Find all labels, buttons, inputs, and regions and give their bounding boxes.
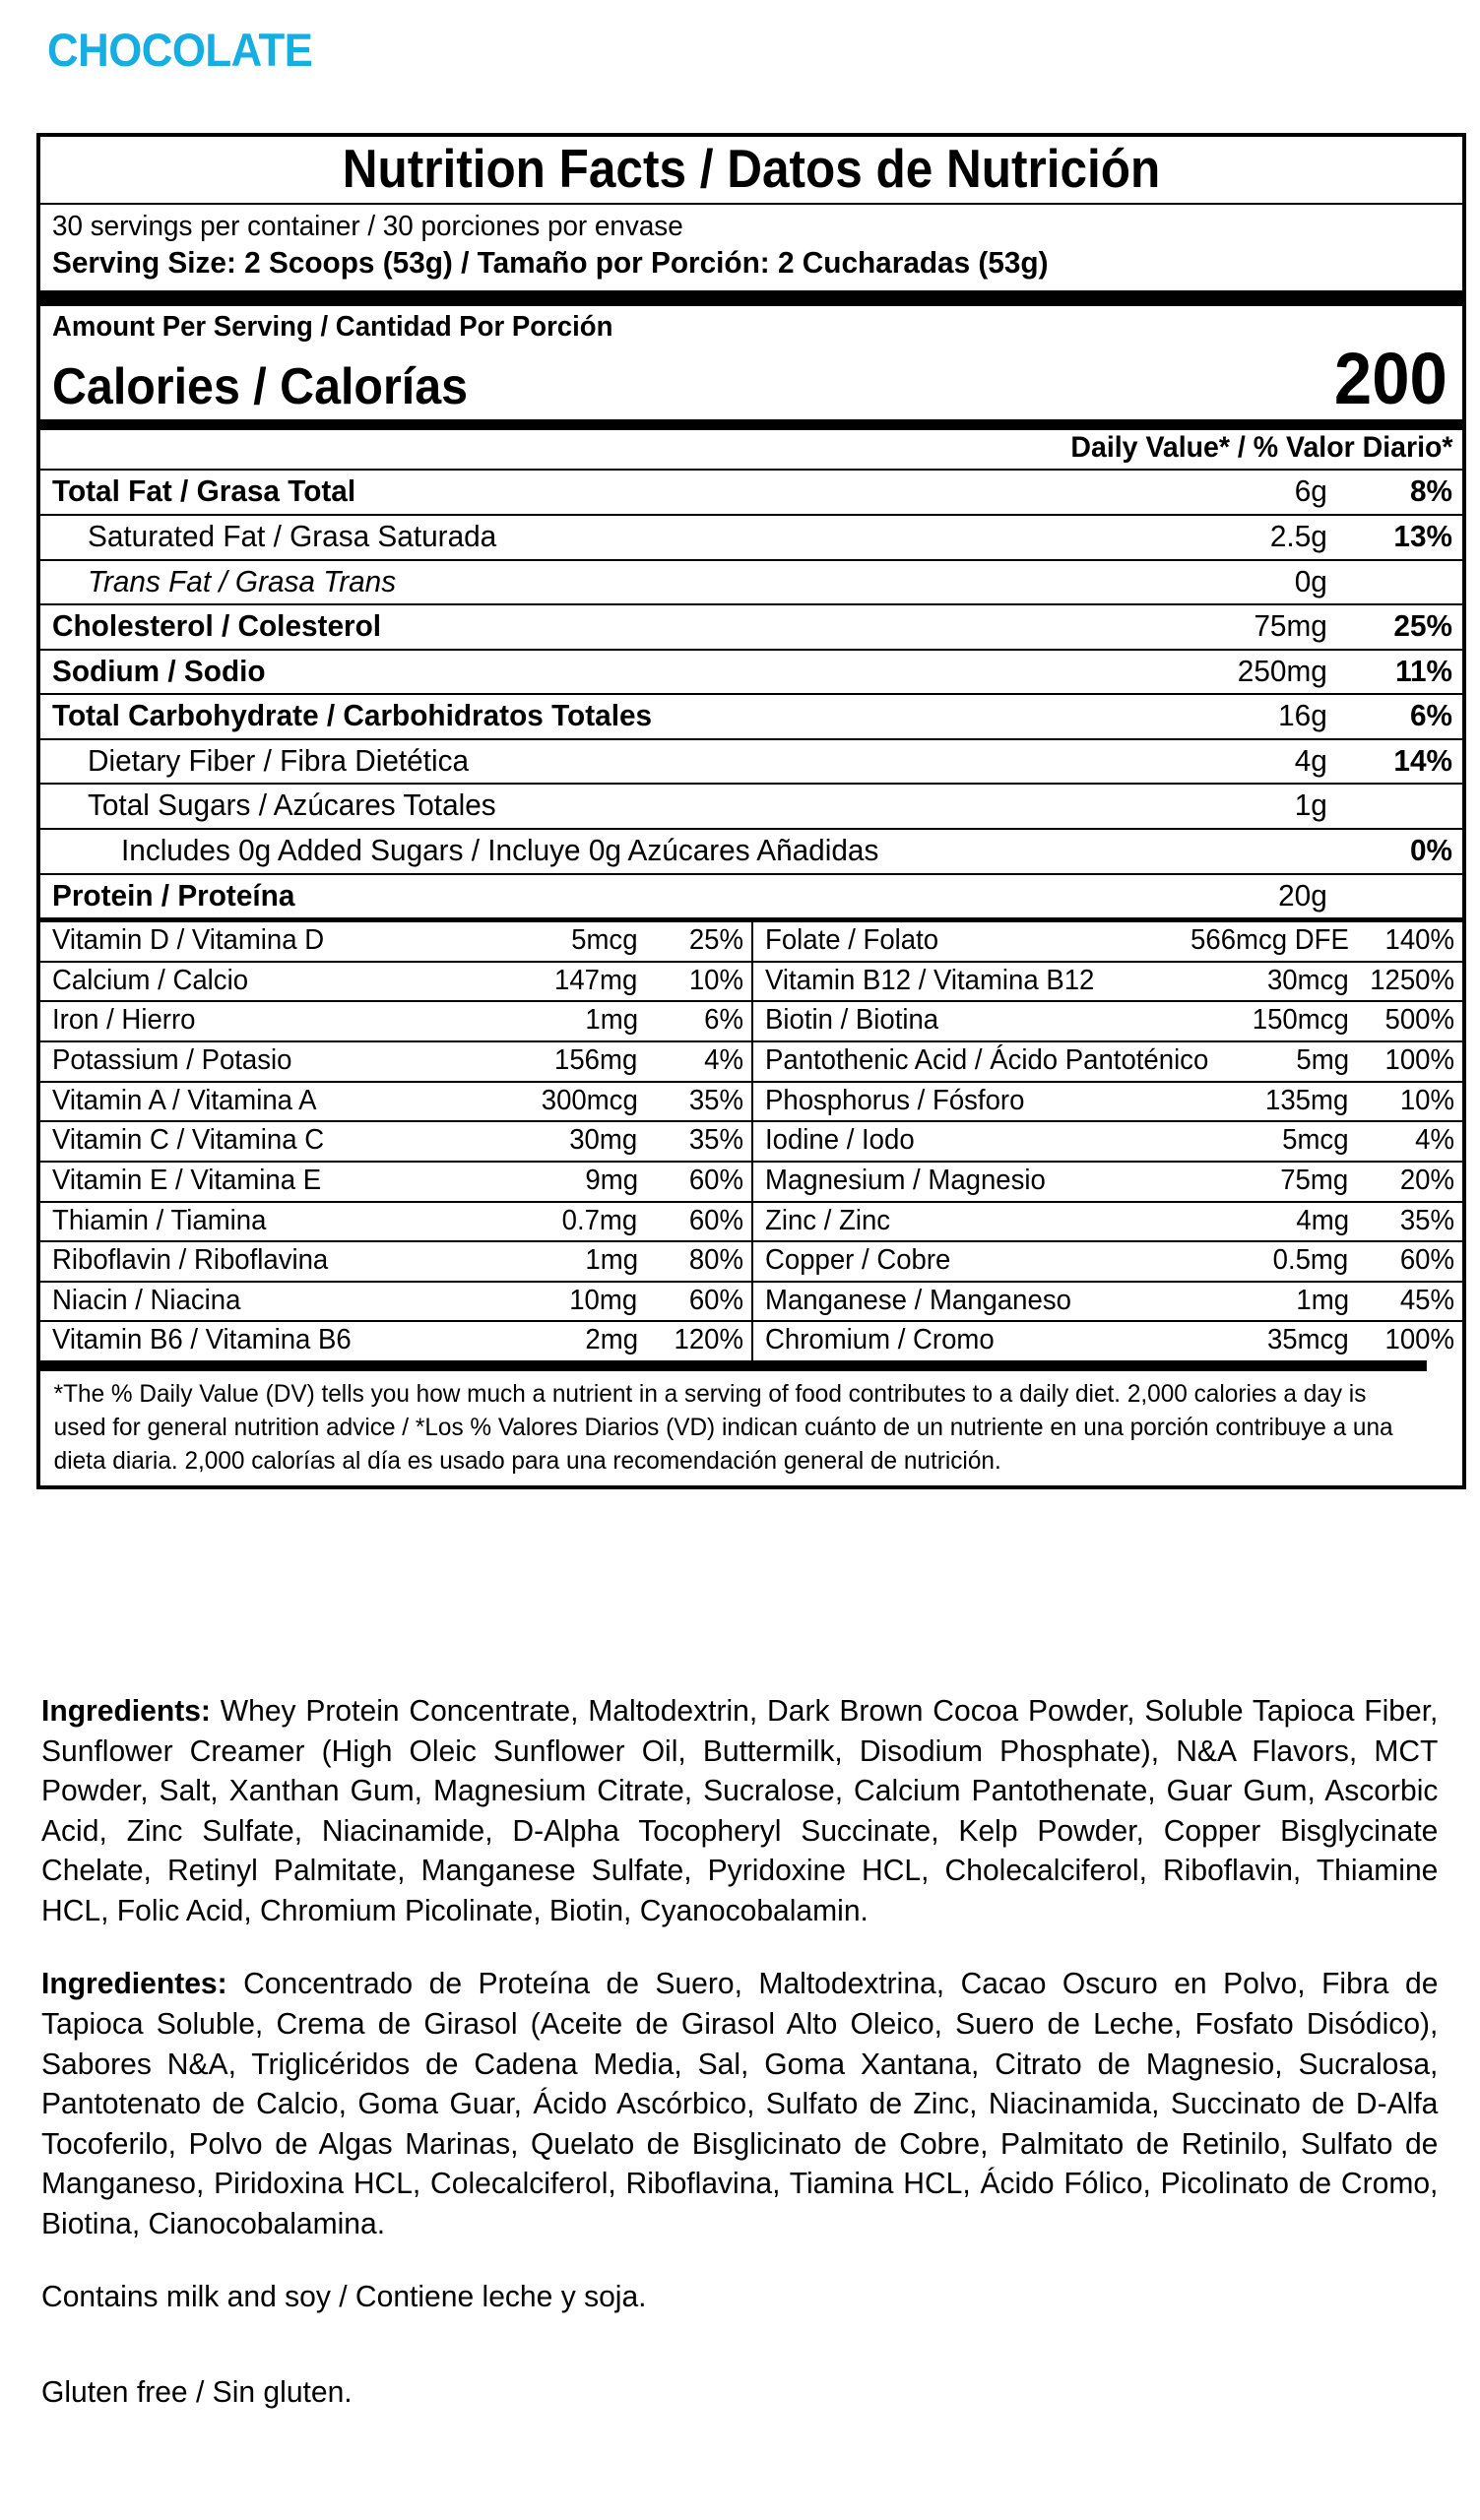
list-item bbox=[40, 922, 751, 961]
table-row bbox=[40, 514, 1462, 559]
table-row bbox=[40, 603, 1462, 649]
micronutrient-name: Zinc / Zinc bbox=[765, 1204, 891, 1236]
table-row bbox=[40, 559, 1462, 604]
nutrient-amount: 0g bbox=[1294, 563, 1327, 598]
nutrient-name: Total Carbohydrate / Carbohidratos Totales bbox=[52, 698, 653, 733]
nutrient-dv: 11% bbox=[1395, 653, 1452, 688]
table-row bbox=[40, 873, 1462, 918]
micronutrient-dv: 100% bbox=[1384, 1324, 1454, 1356]
nutrient-dv: 25% bbox=[1393, 608, 1452, 644]
micronutrient-dv: 4% bbox=[704, 1044, 743, 1077]
micronutrient-dv: 60% bbox=[688, 1284, 743, 1316]
micronutrient-dv: 120% bbox=[674, 1324, 743, 1356]
nutrient-name: Saturated Fat / Grasa Saturada bbox=[88, 518, 497, 553]
list-item bbox=[753, 1161, 1462, 1201]
micronutrient-name: Iodine / Iodo bbox=[765, 1124, 915, 1157]
micronutrient-name: Folate / Folato bbox=[765, 924, 939, 957]
micronutrient-amount: 5mcg bbox=[571, 924, 638, 957]
nutrient-name: Dietary Fiber / Fibra Dietética bbox=[88, 742, 469, 778]
micronutrient-dv: 1250% bbox=[1370, 964, 1454, 996]
ingredients-english-text: Whey Protein Concentrate, Maltodextrin, Dark Brown Cocoa Powder, Soluble Tapioca Fiber, Sunflower Creamer (High Oleic Sunflower Oil, Buttermilk, Disodium Phosphate), N&A Flavors, MCT Powder, Salt, Xanthan Gum, Magnesium Citrate, Sucralose, Calcium Pantothenate, Guar Gum, Ascorbic Acid, Zinc Sulfate, Niacinamide, D-Alpha Tocopheryl Succinate, Kelp Powder, Copper Bisglycinate Chelate, Retinyl Palmitate, Manganese Sulfate, Pyridoxine HCL, Cholecalciferol, Riboflavin, Thiamine HCL, Folic Acid, Chromium Picolinate, Biotin, Cyanocobalamin. bbox=[41, 1694, 1439, 1927]
ingredients-spanish-text: Concentrado de Proteína de Suero, Maltodextrina, Cacao Oscuro en Polvo, Fibra de Tapioca Soluble, Crema de Girasol (Aceite de Girasol Alto Oleico, Suero de Leche, Fosfato Disódico), Sabores N&A, Triglicéridos de Cadena Media, Sal, Goma Xantana, Citrato de Magnesio, Sucralosa, Pantotenato de Calcio, Goma Guar, Ácido Ascórbico, Sulfato de Zinc, Niacinamida, Succinato de D-Alfa Tocoferilo, Polvo de Algas Marinas, Quelato de Bisglicinato de Cobre, Palmitato de Retinilo, Sulfato de Manganeso, Piridoxina HCL, Colecalciferol, Riboflavina, Tiamina HCL, Ácido Fólico, Picolinato de Cromo, Biotina, Cianocobalamina. bbox=[41, 1967, 1439, 2240]
ingredients-english bbox=[41, 1691, 1438, 1930]
list-item bbox=[753, 1281, 1462, 1321]
micronutrient-amount: 300mcg bbox=[541, 1084, 638, 1116]
micronutrient-dv: 100% bbox=[1384, 1044, 1454, 1077]
micronutrient-amount: 2mg bbox=[584, 1324, 638, 1356]
micronutrient-dv: 35% bbox=[688, 1084, 743, 1116]
micronutrient-name: Calcium / Calcio bbox=[52, 964, 249, 996]
micronutrient-dv: 45% bbox=[1399, 1284, 1454, 1316]
nutrient-amount: 75mg bbox=[1254, 608, 1327, 644]
micronutrient-name: Vitamin D / Vitamina D bbox=[52, 924, 325, 957]
micronutrient-name: Vitamin B6 / Vitamina B6 bbox=[52, 1324, 352, 1356]
micronutrient-dv: 20% bbox=[1399, 1164, 1454, 1196]
micronutrient-name: Pantothenic Acid / Ácido Pantoténico bbox=[765, 1044, 1209, 1077]
table-row bbox=[40, 693, 1462, 738]
nutrient-dv: 8% bbox=[1409, 473, 1452, 509]
table-row bbox=[40, 783, 1462, 828]
nutrient-name: Trans Fat / Grasa Trans bbox=[88, 563, 397, 598]
micronutrient-dv: 140% bbox=[1384, 924, 1454, 957]
micronutrient-amount: 75mg bbox=[1280, 1164, 1349, 1196]
micronutrient-name: Vitamin E / Vitamina E bbox=[52, 1164, 322, 1196]
list-item bbox=[753, 1320, 1462, 1360]
nutrient-name: Total Fat / Grasa Total bbox=[52, 473, 356, 509]
list-item bbox=[40, 1120, 751, 1161]
list-item bbox=[753, 1081, 1462, 1121]
calories-block bbox=[40, 306, 1462, 419]
list-item bbox=[753, 922, 1462, 961]
table-row bbox=[40, 469, 1462, 514]
list-item bbox=[40, 1281, 751, 1321]
micronutrient-amount: 1mg bbox=[584, 1244, 638, 1277]
list-item bbox=[40, 1040, 751, 1081]
servings-block bbox=[40, 205, 1462, 290]
nutrient-amount: 1g bbox=[1294, 788, 1327, 823]
nutrient-dv: 14% bbox=[1393, 742, 1452, 778]
micronutrient-name: Niacin / Niacina bbox=[52, 1284, 241, 1316]
micronutrient-dv: 35% bbox=[1399, 1204, 1454, 1236]
table-row bbox=[40, 738, 1462, 784]
micronutrient-name: Phosphorus / Fósforo bbox=[765, 1084, 1025, 1116]
servings-per-container: 30 servings per container / 30 porciones por envase bbox=[52, 211, 683, 243]
micronutrient-amount: 1mg bbox=[1295, 1284, 1349, 1316]
micronutrient-name: Riboflavin / Riboflavina bbox=[52, 1244, 329, 1277]
nutrient-name: Protein / Proteína bbox=[52, 877, 295, 913]
list-item bbox=[753, 1201, 1462, 1241]
micronutrient-dv: 4% bbox=[1415, 1124, 1454, 1157]
micronutrient-amount: 35mcg bbox=[1266, 1324, 1349, 1356]
micronutrient-amount: 30mcg bbox=[1266, 964, 1349, 996]
micronutrient-name: Potassium / Potasio bbox=[52, 1044, 292, 1077]
list-item bbox=[40, 1201, 751, 1241]
nutrient-dv: 0% bbox=[1409, 833, 1452, 867]
micronutrient-name: Biotin / Biotina bbox=[765, 1004, 939, 1037]
nutrient-amount: 250mg bbox=[1237, 653, 1327, 688]
flavor-title: CHOCOLATE bbox=[47, 24, 313, 76]
micronutrient-column-right bbox=[751, 922, 1462, 1360]
micronutrient-dv: 10% bbox=[1399, 1084, 1454, 1116]
micronutrient-dv: 80% bbox=[688, 1244, 743, 1277]
daily-value-footnote: *The % Daily Value (DV) tells you how much a nutrient in a serving of food contributes to a daily diet. 2,000 calories a day is used for general nutrition advice / *Los % Valores Diarios (VD) indican cuánto de un nutriente en una porción contribuye a una dieta diaria. 2,000 calorías al día es usado para una recomendación general de nutrición. bbox=[40, 1360, 1427, 1485]
micronutrient-name: Vitamin A / Vitamina A bbox=[52, 1084, 317, 1116]
nutrient-dv: 13% bbox=[1393, 518, 1452, 553]
nutrient-amount: 20g bbox=[1278, 877, 1327, 913]
nutrient-name: Includes 0g Added Sugars / Incluye 0g Azúcares Añadidas bbox=[121, 833, 879, 867]
micronutrient-amount: 4mg bbox=[1295, 1204, 1349, 1236]
micronutrient-column-left bbox=[40, 922, 751, 1360]
divider-servings bbox=[40, 290, 1462, 306]
micronutrient-dv: 60% bbox=[688, 1164, 743, 1196]
micronutrient-amount: 5mcg bbox=[1282, 1124, 1349, 1157]
micronutrient-amount: 0.7mg bbox=[562, 1204, 638, 1236]
micronutrient-dv: 60% bbox=[1399, 1244, 1454, 1277]
calories-value: 200 bbox=[1333, 338, 1448, 420]
amount-per-serving-label: Amount Per Serving / Cantidad Por Porción bbox=[52, 311, 613, 344]
micronutrient-name: Thiamin / Tiamina bbox=[52, 1204, 267, 1236]
list-item bbox=[40, 961, 751, 1001]
allergen-statement: Contains milk and soy / Contiene leche y soja. bbox=[41, 2280, 647, 2314]
list-item bbox=[40, 1161, 751, 1201]
nutrient-amount: 16g bbox=[1278, 698, 1327, 733]
list-item bbox=[40, 1320, 751, 1360]
micronutrient-amount: 147mg bbox=[554, 964, 638, 996]
micronutrient-amount: 30mg bbox=[569, 1124, 638, 1157]
list-item bbox=[40, 1081, 751, 1121]
list-item bbox=[753, 1040, 1462, 1081]
micronutrient-amount: 156mg bbox=[554, 1044, 638, 1077]
micronutrient-amount: 566mcg DFE bbox=[1190, 924, 1349, 957]
nutrition-facts-title: Nutrition Facts / Datos de Nutrición bbox=[342, 138, 1161, 199]
micronutrient-name: Copper / Cobre bbox=[765, 1244, 951, 1277]
micronutrient-amount: 1mg bbox=[584, 1004, 638, 1037]
micronutrient-name: Chromium / Cromo bbox=[765, 1324, 995, 1356]
micronutrient-amount: 9mg bbox=[584, 1164, 638, 1196]
nutrient-name: Sodium / Sodio bbox=[52, 653, 266, 688]
micronutrient-amount: 0.5mg bbox=[1273, 1244, 1349, 1277]
list-item bbox=[40, 1000, 751, 1040]
micronutrient-dv: 6% bbox=[704, 1004, 743, 1037]
list-item bbox=[753, 1120, 1462, 1161]
micronutrient-dv: 35% bbox=[688, 1124, 743, 1157]
nutrient-amount: 6g bbox=[1294, 473, 1327, 509]
nutrient-name: Cholesterol / Colesterol bbox=[52, 608, 382, 644]
ingredients-spanish-lead: Ingredientes: bbox=[41, 1967, 227, 2001]
serving-size: Serving Size: 2 Scoops (53g) / Tamaño por Porción: 2 Cucharadas (53g) bbox=[52, 245, 1049, 281]
daily-value-header: Daily Value* / % Valor Diario* bbox=[1070, 431, 1453, 465]
nutrient-amount: 4g bbox=[1294, 742, 1327, 778]
micronutrient-dv: 10% bbox=[688, 964, 743, 996]
list-item bbox=[753, 1000, 1462, 1040]
micronutrient-name: Manganese / Manganeso bbox=[765, 1284, 1071, 1316]
table-row bbox=[40, 649, 1462, 694]
nutrition-facts-panel bbox=[36, 133, 1466, 1489]
micronutrient-name: Vitamin B12 / Vitamina B12 bbox=[765, 964, 1095, 996]
micronutrient-name: Magnesium / Magnesio bbox=[765, 1164, 1046, 1196]
micronutrient-amount: 10mg bbox=[569, 1284, 638, 1316]
divider-calories bbox=[40, 419, 1462, 430]
list-item bbox=[753, 961, 1462, 1001]
nutrient-name: Total Sugars / Azúcares Totales bbox=[88, 788, 496, 823]
table-row bbox=[40, 828, 1462, 873]
micronutrient-grid bbox=[40, 922, 1462, 1360]
ingredients-spanish bbox=[41, 1964, 1438, 2243]
micronutrient-amount: 5mg bbox=[1295, 1044, 1349, 1077]
statements-block bbox=[41, 1691, 1459, 2412]
micronutrient-dv: 500% bbox=[1384, 1004, 1454, 1037]
micronutrient-amount: 150mcg bbox=[1252, 1004, 1349, 1037]
micronutrient-amount: 135mg bbox=[1265, 1084, 1349, 1116]
nutrient-dv: 6% bbox=[1409, 698, 1452, 733]
list-item bbox=[40, 1240, 751, 1281]
ingredients-english-lead: Ingredients: bbox=[41, 1694, 211, 1728]
micronutrient-dv: 25% bbox=[688, 924, 743, 957]
calories-label: Calories / Calorías bbox=[52, 357, 469, 415]
gluten-statement: Gluten free / Sin gluten. bbox=[41, 2374, 353, 2409]
list-item bbox=[753, 1240, 1462, 1281]
micronutrient-name: Vitamin C / Vitamina C bbox=[52, 1124, 325, 1157]
micronutrient-dv: 60% bbox=[688, 1204, 743, 1236]
nutrient-amount: 2.5g bbox=[1269, 518, 1327, 553]
micronutrient-name: Iron / Hierro bbox=[52, 1004, 196, 1037]
